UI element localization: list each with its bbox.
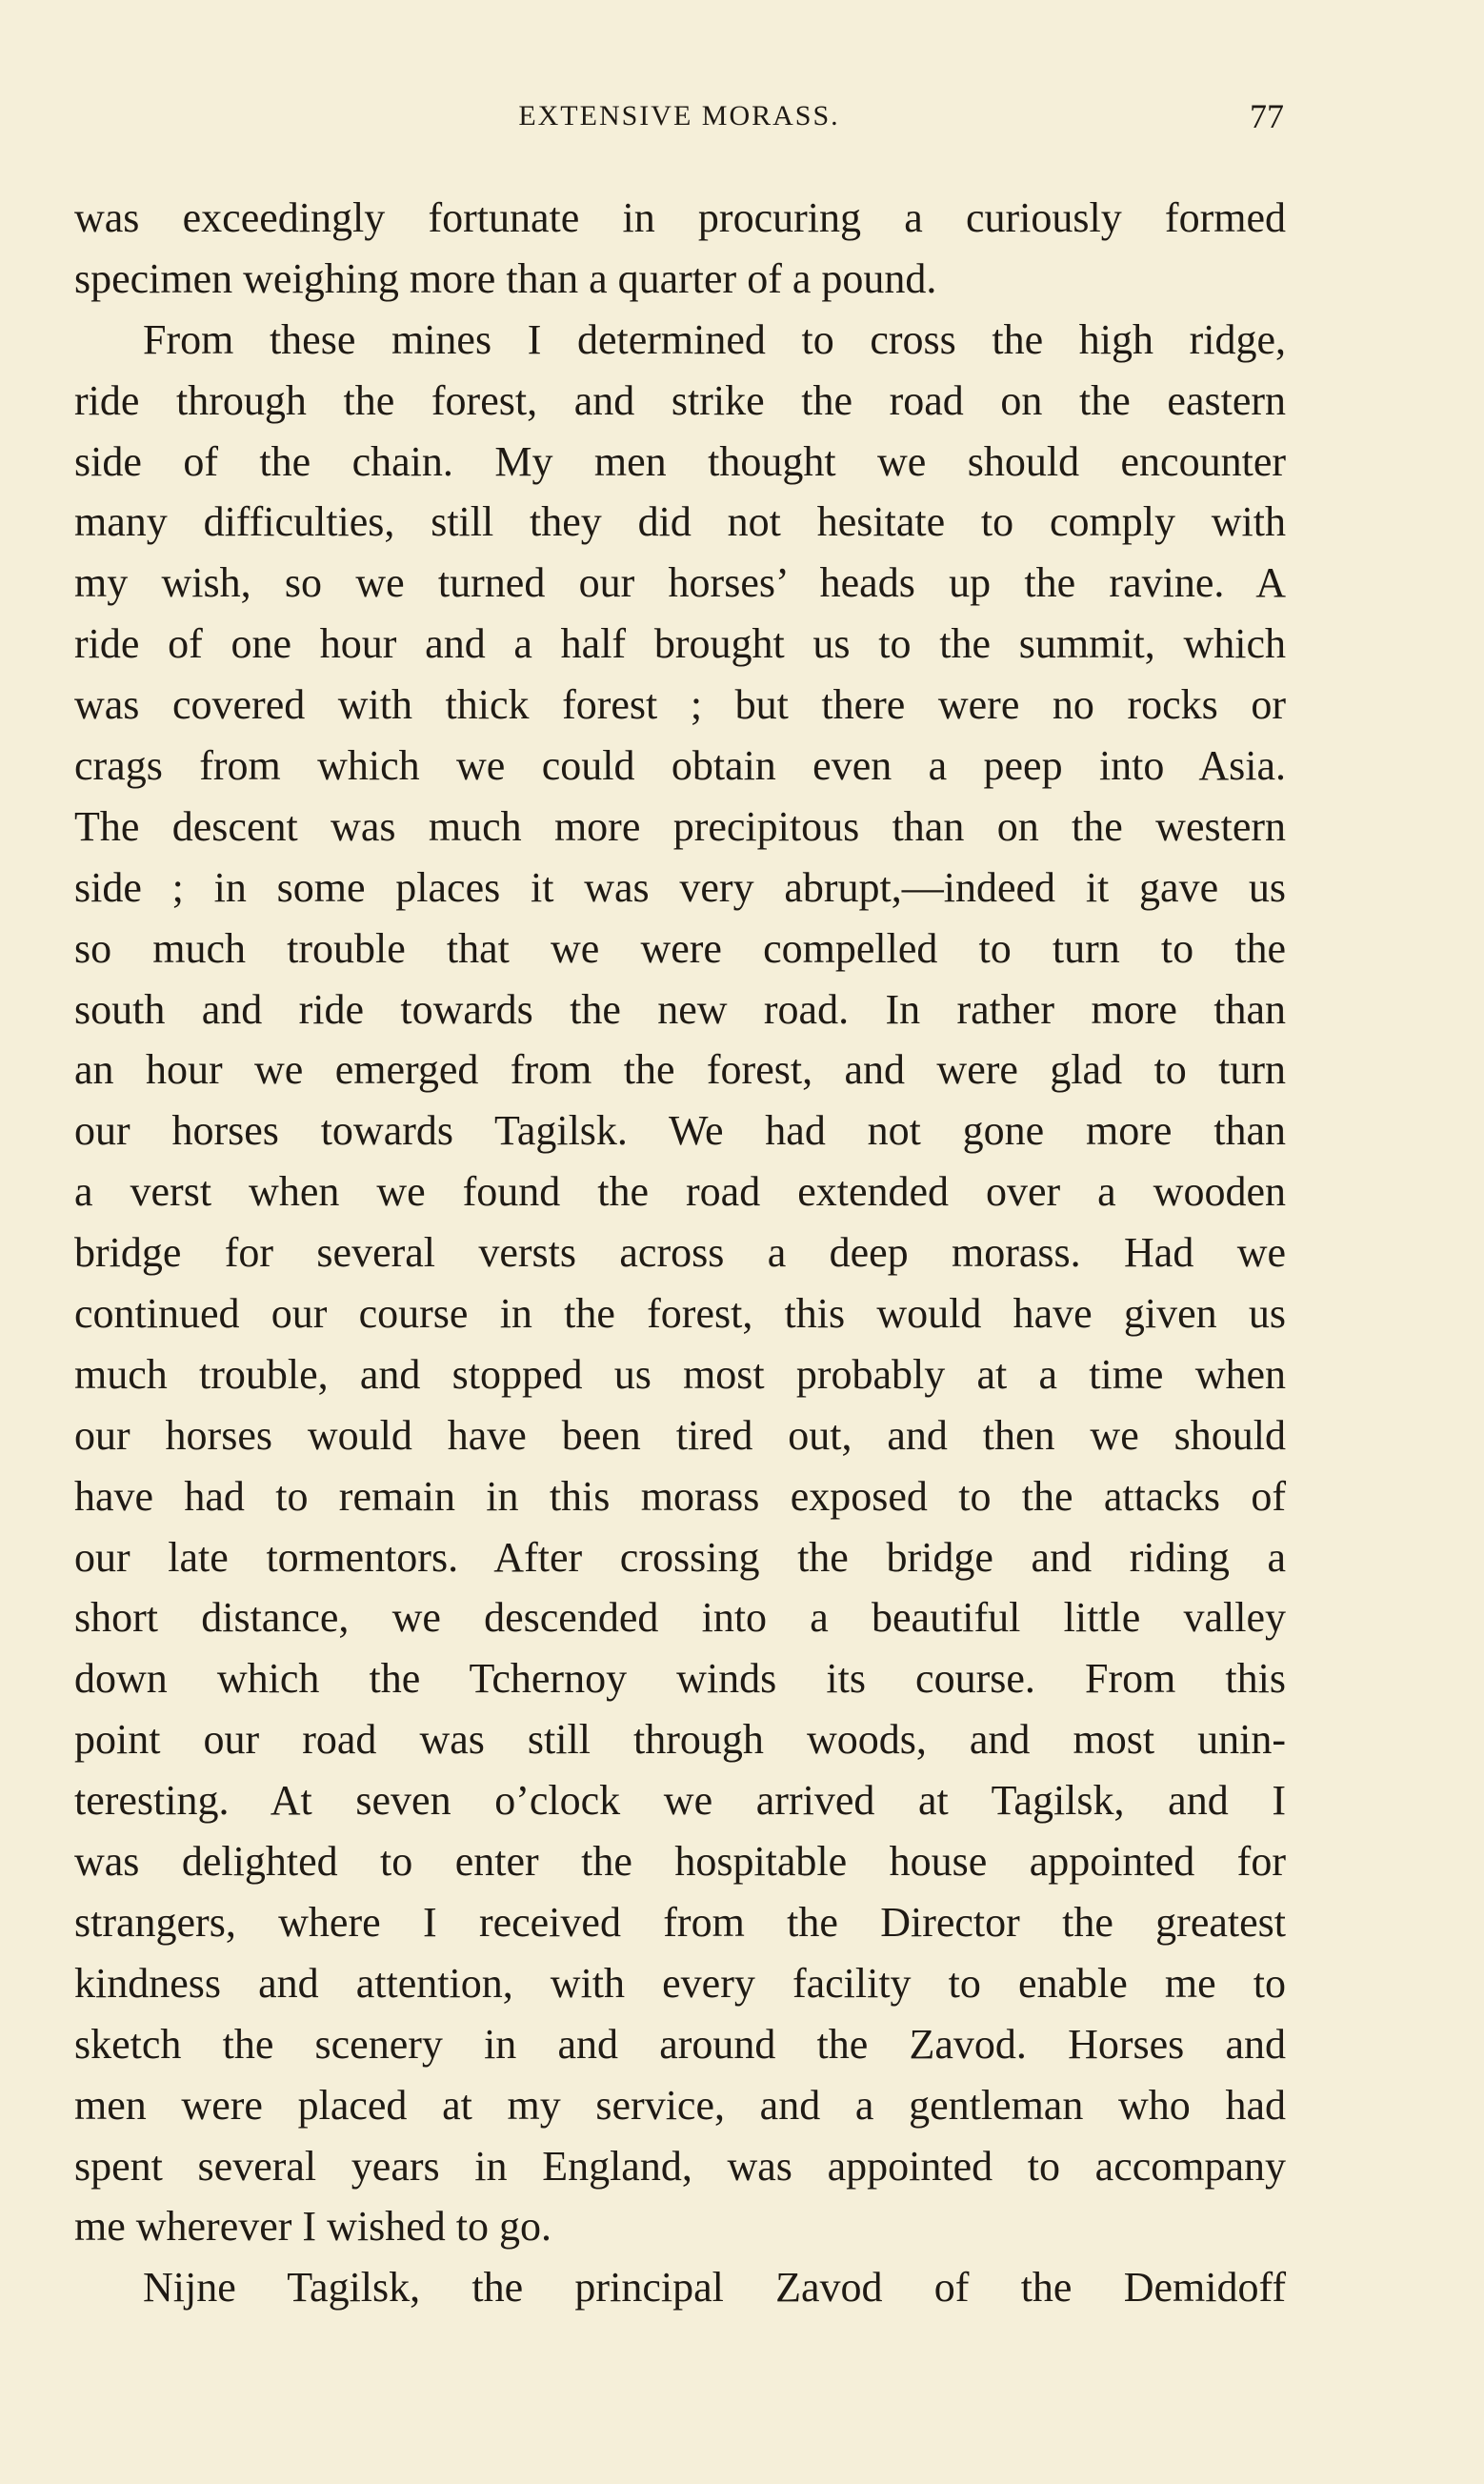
text-line: crags from which we could obtain even a peep into Asia. [74, 742, 1286, 790]
running-title: EXTENSIVE MORASS. [518, 100, 840, 131]
text-line: have had to remain in this morass exposed to the attacks of [74, 1472, 1286, 1520]
text-line: spent several years in England, was appointed to accompany [74, 2142, 1286, 2190]
text-line: my wish, so we turned our horses’ heads up the ravine. A [74, 559, 1286, 607]
text-line: much trouble, and stopped us most probably at a time when [74, 1350, 1286, 1398]
text-line: Nijne Tagilsk, the principal Zavod of the Demidoff [143, 2264, 1286, 2312]
text-line: a verst when we found the road extended over a wooden [74, 1168, 1286, 1216]
text-line: many difficulties, still they did not hesitate to comply with [74, 498, 1286, 546]
text-line: bridge for several versts across a deep morass. Had we [74, 1229, 1286, 1277]
text-line: ride through the forest, and strike the road on the eastern [74, 376, 1286, 424]
text-line: was delighted to enter the hospitable house appointed for [74, 1838, 1286, 1886]
page-number: 77 [1250, 97, 1284, 135]
text-line: men were placed at my service, and a gentleman who had [74, 2081, 1286, 2129]
text-line: The descent was much more precipitous than on the western [74, 802, 1286, 850]
text-line: an hour we emerged from the forest, and were glad to turn [74, 1046, 1286, 1094]
text-line: our horses would have been tired out, and then we should [74, 1411, 1286, 1459]
body-text [74, 188, 1286, 2318]
text-line: point our road was still through woods, and most unin- [74, 1716, 1286, 1764]
text-line: teresting. At seven o’clock we arrived at Tagilsk, and I [74, 1777, 1286, 1825]
text-line: short distance, we descended into a beautiful little valley [74, 1594, 1286, 1642]
text-line: sketch the scenery in and around the Zavod. Horses and [74, 2020, 1286, 2068]
text-line: our horses towards Tagilsk. We had not gone more than [74, 1107, 1286, 1155]
text-line: was covered with thick forest ; but there were no rocks or [74, 681, 1286, 729]
text-line: continued our course in the forest, this would have given us [74, 1290, 1286, 1338]
text-line: our late tormentors. After crossing the bridge and riding a [74, 1533, 1286, 1581]
text-line: strangers, where I received from the Director the greatest [74, 1898, 1286, 1946]
text-line: ride of one hour and a half brought us to the summit, which [74, 620, 1286, 668]
text-line: down which the Tchernoy winds its course. From this [74, 1655, 1286, 1703]
text-line: side of the chain. My men thought we should encounter [74, 437, 1286, 485]
text-line: side ; in some places it was very abrupt,—indeed it gave us [74, 863, 1286, 911]
text-line: From these mines I determined to cross the high ridge, [143, 315, 1286, 363]
text-line: south and ride towards the new road. In rather more than [74, 985, 1286, 1033]
text-line: specimen weighing more than a quarter of a pound. [74, 254, 937, 302]
text-line: me wherever I wished to go. [74, 2203, 551, 2251]
running-head [74, 91, 1284, 144]
text-line: so much trouble that we were compelled to turn to the [74, 924, 1286, 972]
text-line: was exceedingly fortunate in procuring a curiously formed [74, 194, 1286, 241]
text-line: kindness and attention, with every facility to enable me to [74, 1959, 1286, 2007]
